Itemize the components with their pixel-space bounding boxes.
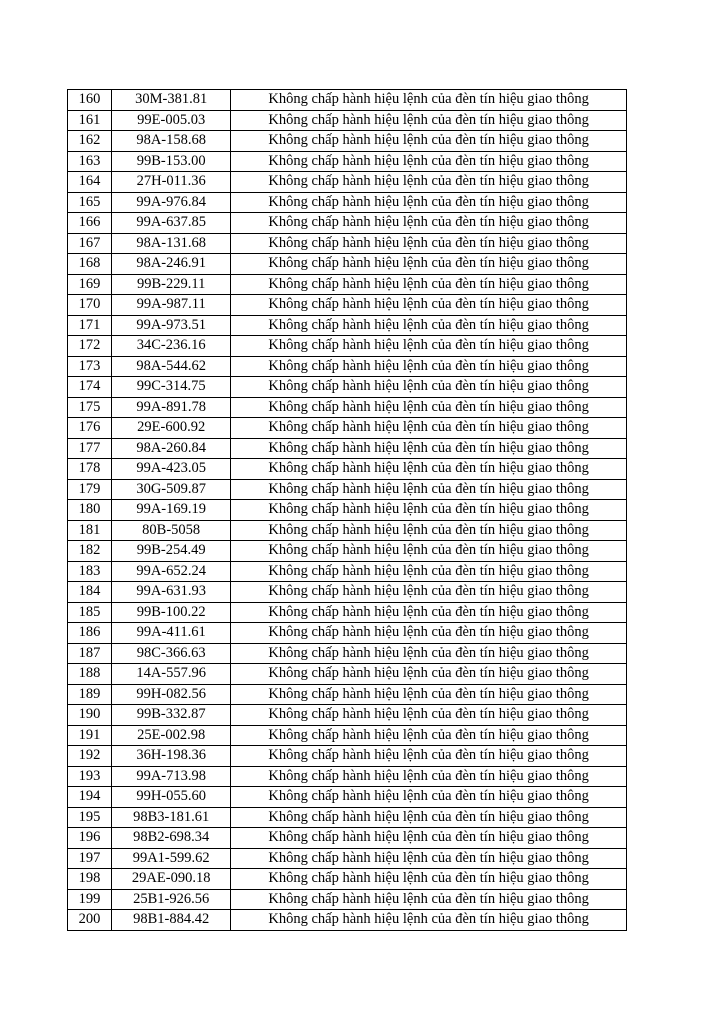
license-plate-cell: 99B-153.00 — [112, 151, 231, 172]
license-plate-cell: 99A1-599.62 — [112, 848, 231, 869]
license-plate-cell: 30G-509.87 — [112, 479, 231, 500]
violation-cell: Không chấp hành hiệu lệnh của đèn tín hiệu giao thông — [231, 192, 627, 213]
table-row — [68, 233, 627, 254]
table-row — [68, 664, 627, 685]
table-row — [68, 705, 627, 726]
table-row — [68, 315, 627, 336]
violation-cell: Không chấp hành hiệu lệnh của đèn tín hiệu giao thông — [231, 602, 627, 623]
row-number-cell: 183 — [68, 561, 112, 582]
violation-cell: Không chấp hành hiệu lệnh của đèn tín hiệu giao thông — [231, 766, 627, 787]
row-number-cell: 176 — [68, 418, 112, 439]
row-number-cell: 171 — [68, 315, 112, 336]
license-plate-cell: 99A-423.05 — [112, 459, 231, 480]
violations-table — [67, 89, 627, 931]
license-plate-cell: 29E-600.92 — [112, 418, 231, 439]
row-number-cell: 199 — [68, 889, 112, 910]
violation-cell: Không chấp hành hiệu lệnh của đèn tín hiệu giao thông — [231, 274, 627, 295]
violation-cell: Không chấp hành hiệu lệnh của đèn tín hiệu giao thông — [231, 336, 627, 357]
violation-cell: Không chấp hành hiệu lệnh của đèn tín hiệu giao thông — [231, 623, 627, 644]
table-row — [68, 561, 627, 582]
license-plate-cell: 98B3-181.61 — [112, 807, 231, 828]
violation-cell: Không chấp hành hiệu lệnh của đèn tín hiệu giao thông — [231, 315, 627, 336]
row-number-cell: 185 — [68, 602, 112, 623]
table-row — [68, 910, 627, 931]
license-plate-cell: 14A-557.96 — [112, 664, 231, 685]
table-row — [68, 213, 627, 234]
license-plate-cell: 99B-100.22 — [112, 602, 231, 623]
license-plate-cell: 99H-082.56 — [112, 684, 231, 705]
table-row — [68, 828, 627, 849]
license-plate-cell: 99A-891.78 — [112, 397, 231, 418]
violation-cell: Không chấp hành hiệu lệnh của đèn tín hiệu giao thông — [231, 725, 627, 746]
license-plate-cell: 98A-246.91 — [112, 254, 231, 275]
table-row — [68, 151, 627, 172]
row-number-cell: 192 — [68, 746, 112, 767]
table-row — [68, 438, 627, 459]
table-row — [68, 541, 627, 562]
row-number-cell: 198 — [68, 869, 112, 890]
row-number-cell: 180 — [68, 500, 112, 521]
table-row — [68, 520, 627, 541]
table-row — [68, 889, 627, 910]
license-plate-cell: 99B-229.11 — [112, 274, 231, 295]
license-plate-cell: 99A-411.61 — [112, 623, 231, 644]
license-plate-cell: 98B1-884.42 — [112, 910, 231, 931]
row-number-cell: 197 — [68, 848, 112, 869]
license-plate-cell: 98A-260.84 — [112, 438, 231, 459]
row-number-cell: 172 — [68, 336, 112, 357]
license-plate-cell: 98A-131.68 — [112, 233, 231, 254]
table-row — [68, 397, 627, 418]
row-number-cell: 166 — [68, 213, 112, 234]
row-number-cell: 167 — [68, 233, 112, 254]
violation-cell: Không chấp hành hiệu lệnh của đèn tín hiệu giao thông — [231, 520, 627, 541]
row-number-cell: 175 — [68, 397, 112, 418]
violation-cell: Không chấp hành hiệu lệnh của đèn tín hiệu giao thông — [231, 705, 627, 726]
row-number-cell: 195 — [68, 807, 112, 828]
violation-cell: Không chấp hành hiệu lệnh của đèn tín hiệu giao thông — [231, 295, 627, 316]
table-row — [68, 848, 627, 869]
license-plate-cell: 25B1-926.56 — [112, 889, 231, 910]
violation-cell: Không chấp hành hiệu lệnh của đèn tín hiệu giao thông — [231, 151, 627, 172]
violation-cell: Không chấp hành hiệu lệnh của đèn tín hiệu giao thông — [231, 561, 627, 582]
row-number-cell: 160 — [68, 90, 112, 111]
license-plate-cell: 99A-713.98 — [112, 766, 231, 787]
license-plate-cell: 99E-005.03 — [112, 110, 231, 131]
violation-cell: Không chấp hành hiệu lệnh của đèn tín hiệu giao thông — [231, 910, 627, 931]
license-plate-cell: 98A-158.68 — [112, 131, 231, 152]
violation-cell: Không chấp hành hiệu lệnh của đèn tín hiệu giao thông — [231, 643, 627, 664]
violation-cell: Không chấp hành hiệu lệnh của đèn tín hiệu giao thông — [231, 684, 627, 705]
table-row — [68, 684, 627, 705]
row-number-cell: 189 — [68, 684, 112, 705]
license-plate-cell: 99A-976.84 — [112, 192, 231, 213]
license-plate-cell: 80B-5058 — [112, 520, 231, 541]
license-plate-cell: 25E-002.98 — [112, 725, 231, 746]
row-number-cell: 170 — [68, 295, 112, 316]
row-number-cell: 182 — [68, 541, 112, 562]
row-number-cell: 178 — [68, 459, 112, 480]
violation-cell: Không chấp hành hiệu lệnh của đèn tín hiệu giao thông — [231, 90, 627, 111]
table-row — [68, 479, 627, 500]
row-number-cell: 200 — [68, 910, 112, 931]
table-row — [68, 869, 627, 890]
license-plate-cell: 99A-652.24 — [112, 561, 231, 582]
violation-cell: Không chấp hành hiệu lệnh của đèn tín hiệu giao thông — [231, 438, 627, 459]
violation-cell: Không chấp hành hiệu lệnh của đèn tín hiệu giao thông — [231, 233, 627, 254]
license-plate-cell: 30M-381.81 — [112, 90, 231, 111]
table-row — [68, 274, 627, 295]
row-number-cell: 163 — [68, 151, 112, 172]
row-number-cell: 196 — [68, 828, 112, 849]
row-number-cell: 168 — [68, 254, 112, 275]
table-row — [68, 807, 627, 828]
violation-cell: Không chấp hành hiệu lệnh của đèn tín hiệu giao thông — [231, 582, 627, 603]
row-number-cell: 187 — [68, 643, 112, 664]
row-number-cell: 181 — [68, 520, 112, 541]
table-row — [68, 336, 627, 357]
table-row — [68, 172, 627, 193]
row-number-cell: 164 — [68, 172, 112, 193]
violation-cell: Không chấp hành hiệu lệnh của đèn tín hiệu giao thông — [231, 377, 627, 398]
row-number-cell: 188 — [68, 664, 112, 685]
table-row — [68, 254, 627, 275]
violation-cell: Không chấp hành hiệu lệnh của đèn tín hiệu giao thông — [231, 664, 627, 685]
license-plate-cell: 99A-631.93 — [112, 582, 231, 603]
row-number-cell: 174 — [68, 377, 112, 398]
license-plate-cell: 99A-987.11 — [112, 295, 231, 316]
violation-cell: Không chấp hành hiệu lệnh của đèn tín hiệu giao thông — [231, 459, 627, 480]
table-row — [68, 356, 627, 377]
row-number-cell: 190 — [68, 705, 112, 726]
license-plate-cell: 99B-254.49 — [112, 541, 231, 562]
license-plate-cell: 99A-973.51 — [112, 315, 231, 336]
violation-cell: Không chấp hành hiệu lệnh của đèn tín hiệu giao thông — [231, 746, 627, 767]
row-number-cell: 162 — [68, 131, 112, 152]
violation-cell: Không chấp hành hiệu lệnh của đèn tín hiệu giao thông — [231, 500, 627, 521]
license-plate-cell: 99C-314.75 — [112, 377, 231, 398]
table-row — [68, 582, 627, 603]
violation-cell: Không chấp hành hiệu lệnh của đèn tín hiệu giao thông — [231, 541, 627, 562]
license-plate-cell: 99A-169.19 — [112, 500, 231, 521]
row-number-cell: 179 — [68, 479, 112, 500]
table-row — [68, 459, 627, 480]
table-row — [68, 192, 627, 213]
table-row — [68, 725, 627, 746]
violation-cell: Không chấp hành hiệu lệnh của đèn tín hiệu giao thông — [231, 254, 627, 275]
table-row — [68, 602, 627, 623]
violation-cell: Không chấp hành hiệu lệnh của đèn tín hiệu giao thông — [231, 869, 627, 890]
table-row — [68, 418, 627, 439]
violation-cell: Không chấp hành hiệu lệnh của đèn tín hiệu giao thông — [231, 889, 627, 910]
violation-cell: Không chấp hành hiệu lệnh của đèn tín hiệu giao thông — [231, 787, 627, 808]
license-plate-cell: 34C-236.16 — [112, 336, 231, 357]
license-plate-cell: 27H-011.36 — [112, 172, 231, 193]
violation-cell: Không chấp hành hiệu lệnh của đèn tín hiệu giao thông — [231, 397, 627, 418]
license-plate-cell: 98A-544.62 — [112, 356, 231, 377]
violation-cell: Không chấp hành hiệu lệnh của đèn tín hiệu giao thông — [231, 848, 627, 869]
table-row — [68, 110, 627, 131]
table-row — [68, 377, 627, 398]
violation-cell: Không chấp hành hiệu lệnh của đèn tín hiệu giao thông — [231, 828, 627, 849]
violations-table-body — [68, 90, 627, 931]
row-number-cell: 165 — [68, 192, 112, 213]
table-row — [68, 131, 627, 152]
license-plate-cell: 36H-198.36 — [112, 746, 231, 767]
row-number-cell: 186 — [68, 623, 112, 644]
row-number-cell: 184 — [68, 582, 112, 603]
row-number-cell: 161 — [68, 110, 112, 131]
table-row — [68, 643, 627, 664]
table-row — [68, 500, 627, 521]
row-number-cell: 194 — [68, 787, 112, 808]
violation-cell: Không chấp hành hiệu lệnh của đèn tín hiệu giao thông — [231, 807, 627, 828]
row-number-cell: 177 — [68, 438, 112, 459]
license-plate-cell: 98B2-698.34 — [112, 828, 231, 849]
license-plate-cell: 99H-055.60 — [112, 787, 231, 808]
row-number-cell: 173 — [68, 356, 112, 377]
violation-cell: Không chấp hành hiệu lệnh của đèn tín hiệu giao thông — [231, 356, 627, 377]
row-number-cell: 193 — [68, 766, 112, 787]
table-row — [68, 90, 627, 111]
violation-cell: Không chấp hành hiệu lệnh của đèn tín hiệu giao thông — [231, 479, 627, 500]
row-number-cell: 191 — [68, 725, 112, 746]
license-plate-cell: 98C-366.63 — [112, 643, 231, 664]
license-plate-cell: 29AE-090.18 — [112, 869, 231, 890]
table-row — [68, 766, 627, 787]
violation-cell: Không chấp hành hiệu lệnh của đèn tín hiệu giao thông — [231, 172, 627, 193]
table-row — [68, 623, 627, 644]
table-row — [68, 746, 627, 767]
violation-cell: Không chấp hành hiệu lệnh của đèn tín hiệu giao thông — [231, 418, 627, 439]
license-plate-cell: 99B-332.87 — [112, 705, 231, 726]
violation-cell: Không chấp hành hiệu lệnh của đèn tín hiệu giao thông — [231, 213, 627, 234]
license-plate-cell: 99A-637.85 — [112, 213, 231, 234]
row-number-cell: 169 — [68, 274, 112, 295]
table-row — [68, 295, 627, 316]
violation-cell: Không chấp hành hiệu lệnh của đèn tín hiệu giao thông — [231, 110, 627, 131]
table-row — [68, 787, 627, 808]
violation-cell: Không chấp hành hiệu lệnh của đèn tín hiệu giao thông — [231, 131, 627, 152]
